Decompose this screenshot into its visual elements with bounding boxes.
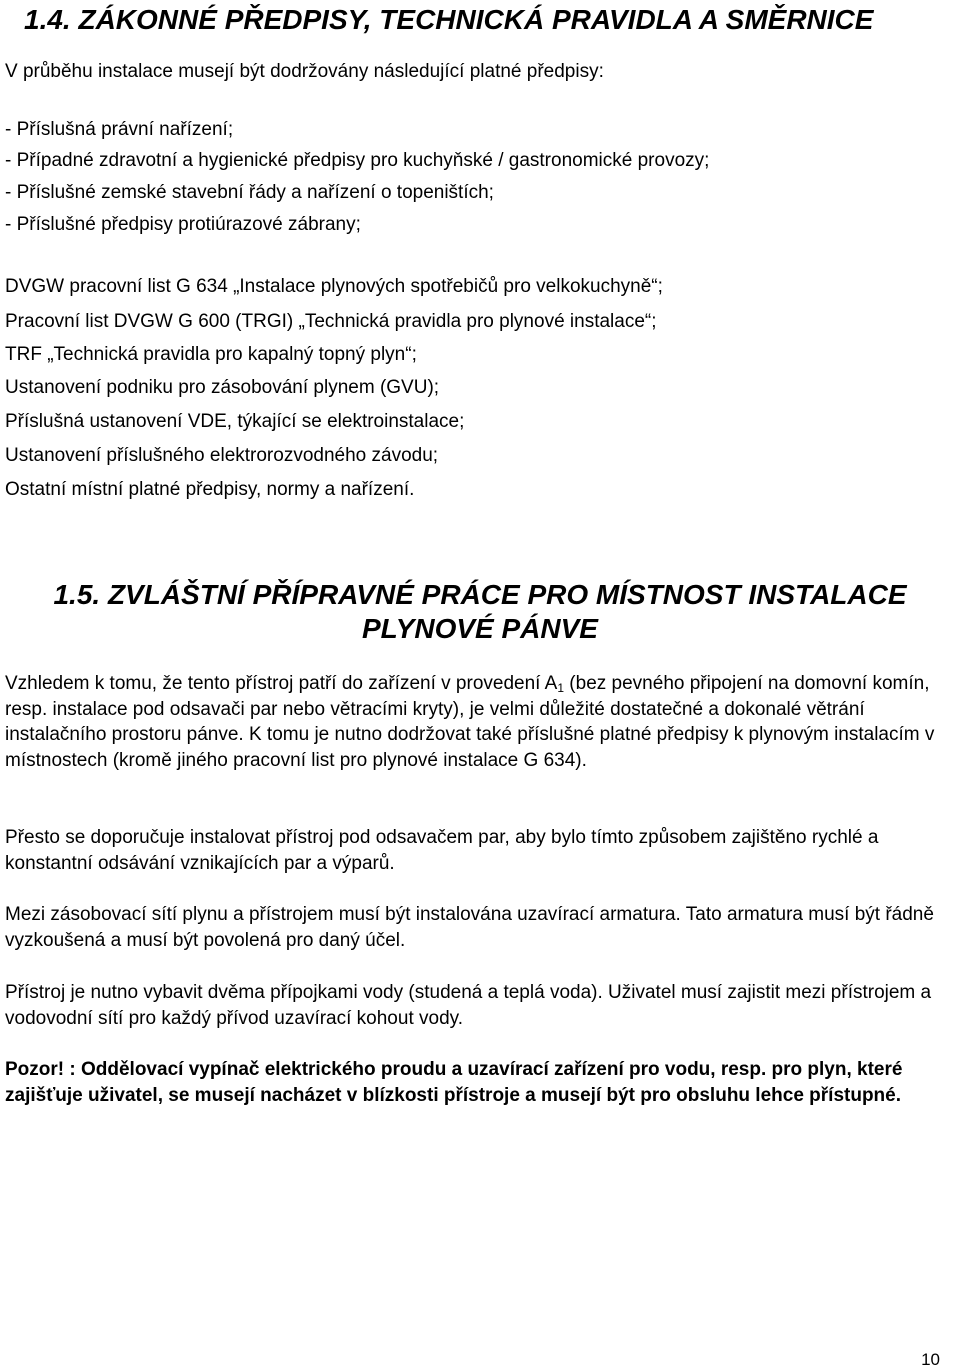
- list-item: - Příslušné zemské stavební řády a nařízení o topeništích;: [5, 182, 494, 203]
- rule-item: Ostatní místní platné předpisy, normy a nařízení.: [5, 479, 415, 500]
- subscript-index: 1: [557, 681, 565, 695]
- paragraph-extractor: Přesto se doporučuje instalovat přístroj pod odsavačem par, aby bylo tímto způsobem zajištěno rychlé a konstantní odsávání vznikajících par a výparů.: [5, 827, 879, 874]
- rule-item: Příslušná ustanovení VDE, týkající se elektroinstalace;: [5, 411, 465, 432]
- section-1-4-heading: 1.4. ZÁKONNÉ PŘEDPISY, TECHNICKÁ PRAVIDLA A SMĚRNICE: [24, 4, 874, 35]
- paragraph-ventilation-start: Vzhledem k tomu, že tento přístroj patří do zařízení v provedení A: [5, 673, 558, 694]
- paragraph-ventilation-rest: (bez pevného připojení na domovní komín, resp. instalace pod odsavači par nebo větracími kryty), je velmi důležité dostatečné a dokonalé větrání instalačního prostoru pánve. K tomu je nutno dodržovat také příslušné platné předpisy k plynovým instalacím v místnostech (kromě jiného pracovní list pro plynové instalace G 634).: [5, 673, 935, 771]
- section-1-4-intro: V průběhu instalace musejí být dodržovány následující platné předpisy:: [5, 61, 604, 82]
- paragraph-gas-valve: Mezi zásobovací sítí plynu a přístrojem musí být instalována uzavírací armatura. Tato armatura musí být řádně vyzkoušená a musí být povolená pro daný účel.: [5, 904, 934, 951]
- section-1-5-heading: [0, 578, 960, 646]
- list-item: - Příslušné předpisy protiúrazové zábrany;: [5, 214, 361, 235]
- warning-paragraph: Pozor! : Oddělovací vypínač elektrického proudu a uzavírací zařízení pro vodu, resp. pro plyn, které zajišťuje uživatel, se musejí nacházet v blízkosti přístroje a musejí být pro obsluhu lehce přístupné.: [5, 1059, 903, 1106]
- list-item: - Příslušná právní nařízení;: [5, 119, 234, 140]
- list-item: - Případné zdravotní a hygienické předpisy pro kuchyňské / gastronomické provozy;: [5, 150, 710, 171]
- section-1-5-heading-line1: 1.5. ZVLÁŠTNÍ PŘÍPRAVNÉ PRÁCE PRO MÍSTNOST INSTALACE: [53, 579, 907, 610]
- paragraph-water: Přístroj je nutno vybavit dvěma přípojkami vody (studená a teplá voda). Uživatel musí zajistit mezi přístrojem a vodovodní sítí pro každý přívod uzavírací kohout vody.: [5, 982, 932, 1029]
- paragraph-ventilation: [5, 671, 950, 773]
- rule-item: Ustanovení podniku pro zásobování plynem (GVU);: [5, 377, 440, 398]
- rule-item: Ustanovení příslušného elektrorozvodného závodu;: [5, 445, 439, 466]
- page-number: 10: [921, 1350, 940, 1369]
- rule-item: TRF „Technická pravidla pro kapalný topný plyn“;: [5, 344, 417, 365]
- section-1-5-heading-line2: PLYNOVÉ PÁNVE: [362, 613, 598, 644]
- rule-item: DVGW pracovní list G 634 „Instalace plynových spotřebičů pro velkokuchyně“;: [5, 276, 663, 297]
- rule-item: Pracovní list DVGW G 600 (TRGI) „Technická pravidla pro plynové instalace“;: [5, 311, 657, 332]
